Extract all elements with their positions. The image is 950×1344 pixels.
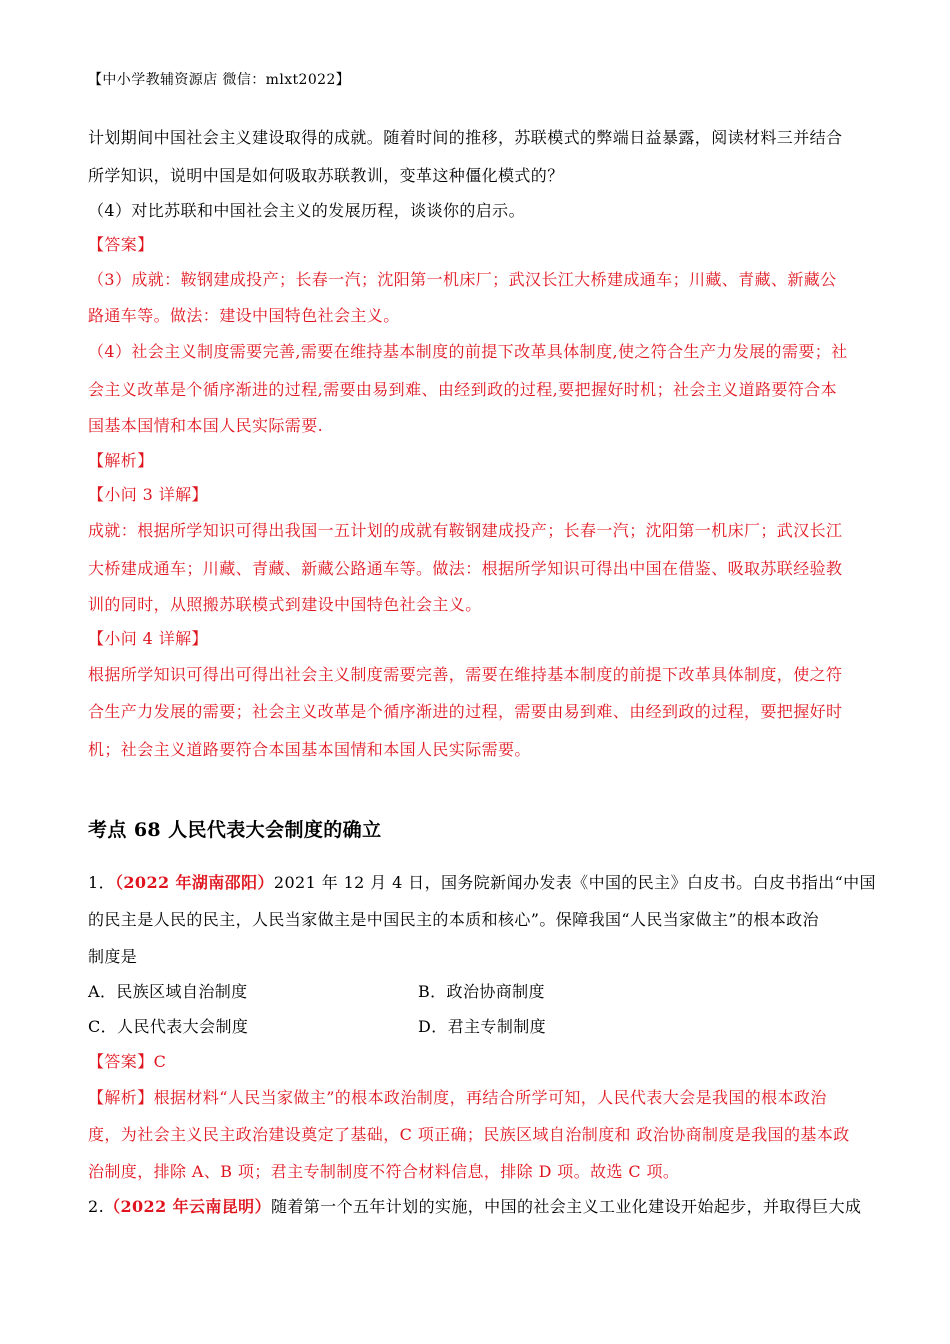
answer-4-line: （4）社会主义制度需要完善,需要在维持基本制度的前提下改革具体制度,使之符合生产力发展的需要；社 bbox=[88, 342, 848, 361]
question-1-answer: 【答案】C bbox=[88, 1052, 167, 1071]
question-1-line: 的民主是人民的民主，人民当家做主是中国民主的本质和核心”。保障我国“人民当家做主”的根本政治 bbox=[88, 910, 819, 929]
question-1-analysis-text: 根据材料“人民当家做主”的根本政治制度，再结合所学可知，人民代表大会是我国的根本政治 bbox=[153, 1088, 827, 1107]
sub-question-3-label: 【小问 3 详解】 bbox=[88, 485, 208, 504]
question-1-analysis-line: 度，为社会主义民主政治建设奠定了基础，C 项正确；民族区域自治制度和 政治协商制度是我国的基本政 bbox=[88, 1125, 850, 1144]
option-d: D．君主专制制度 bbox=[418, 1017, 547, 1036]
analysis-4-line: 合生产力发展的需要；社会主义改革是个循序渐进的过程，需要由易到难、由经到政的过程，要把握好时 bbox=[88, 702, 843, 721]
question-2-line bbox=[88, 1197, 861, 1217]
analysis-3-line: 训的同时，从照搬苏联模式到建设中国特色社会主义。 bbox=[88, 595, 482, 614]
question-1-analysis-line bbox=[88, 1088, 827, 1108]
analysis-3-line: 成就：根据所学知识可得出我国一五计划的成就有鞍钢建成投产；长春一汽；沈阳第一机床厂；武汉长江 bbox=[88, 521, 843, 540]
answer-3-line: （3）成就：鞍钢建成投产；长春一汽；沈阳第一机床厂；武汉长江大桥建成通车；川藏、青藏、新藏公 bbox=[88, 270, 837, 289]
question-1-number: 1． bbox=[88, 873, 115, 892]
question-2-source: （2022 年云南昆明） bbox=[104, 1197, 271, 1216]
analysis-4-line: 根据所学知识可得出可得出社会主义制度需要完善，需要在维持基本制度的前提下改革具体制度，使之符 bbox=[88, 665, 843, 684]
question-4-text: （4）对比苏联和中国社会主义的发展历程，谈谈你的启示。 bbox=[88, 201, 525, 220]
page-header: 【中小学教辅资源店 微信：mlxt2022】 bbox=[88, 72, 351, 88]
option-b: B．政治协商制度 bbox=[418, 982, 545, 1001]
analysis-3-line: 大桥建成通车；川藏、青藏、新藏公路通车等。做法：根据所学知识可得出中国在借鉴、吸取苏联经验教 bbox=[88, 559, 843, 578]
option-a: A．民族区域自治制度 bbox=[88, 982, 248, 1001]
answer-3-line: 路通车等。做法：建设中国特色社会主义。 bbox=[88, 306, 400, 325]
question-text-line: 计划期间中国社会主义建设取得的成就。随着时间的推移，苏联模式的弊端日益暴露，阅读材料三并结合 bbox=[88, 128, 843, 147]
question-1-analysis-line: 治制度，排除 A、B 项；君主专制制度不符合材料信息，排除 D 项。故选 C 项。 bbox=[88, 1162, 680, 1181]
question-1-line: 制度是 bbox=[88, 947, 138, 966]
question-2-number: 2. bbox=[88, 1197, 105, 1216]
analysis-4-line: 机；社会主义道路要符合本国基本国情和本国人民实际需要。 bbox=[88, 740, 531, 759]
answer-4-line: 会主义改革是个循序渐进的过程,需要由易到难、由经到政的过程,要把握好时机；社会主义道路要符合本 bbox=[88, 380, 837, 399]
question-1-source: （2022 年湖南邵阳） bbox=[114, 873, 274, 892]
question-1-line bbox=[88, 873, 876, 893]
question-2-text: 随着第一个五年计划的实施，中国的社会主义工业化建设开始起步，并取得巨大成 bbox=[270, 1197, 862, 1216]
option-c: C．人民代表大会制度 bbox=[88, 1017, 249, 1036]
answer-4-line: 国基本国情和本国人民实际需要. bbox=[88, 416, 324, 435]
sub-question-4-label: 【小问 4 详解】 bbox=[88, 629, 208, 648]
question-text-line: 所学知识，说明中国是如何吸取苏联教训，变革这种僵化模式的？ bbox=[88, 166, 564, 185]
question-1-text: 2021 年 12 月 4 日，国务院新闻办发表《中国的民主》白皮书。白皮书指出“中国 bbox=[273, 873, 876, 892]
analysis-label: 【解析】 bbox=[88, 451, 154, 470]
answer-label: 【答案】 bbox=[88, 235, 154, 254]
question-1-analysis-label: 【解析】 bbox=[88, 1088, 154, 1107]
section-title: 考点 68 人民代表大会制度的确立 bbox=[88, 819, 382, 841]
